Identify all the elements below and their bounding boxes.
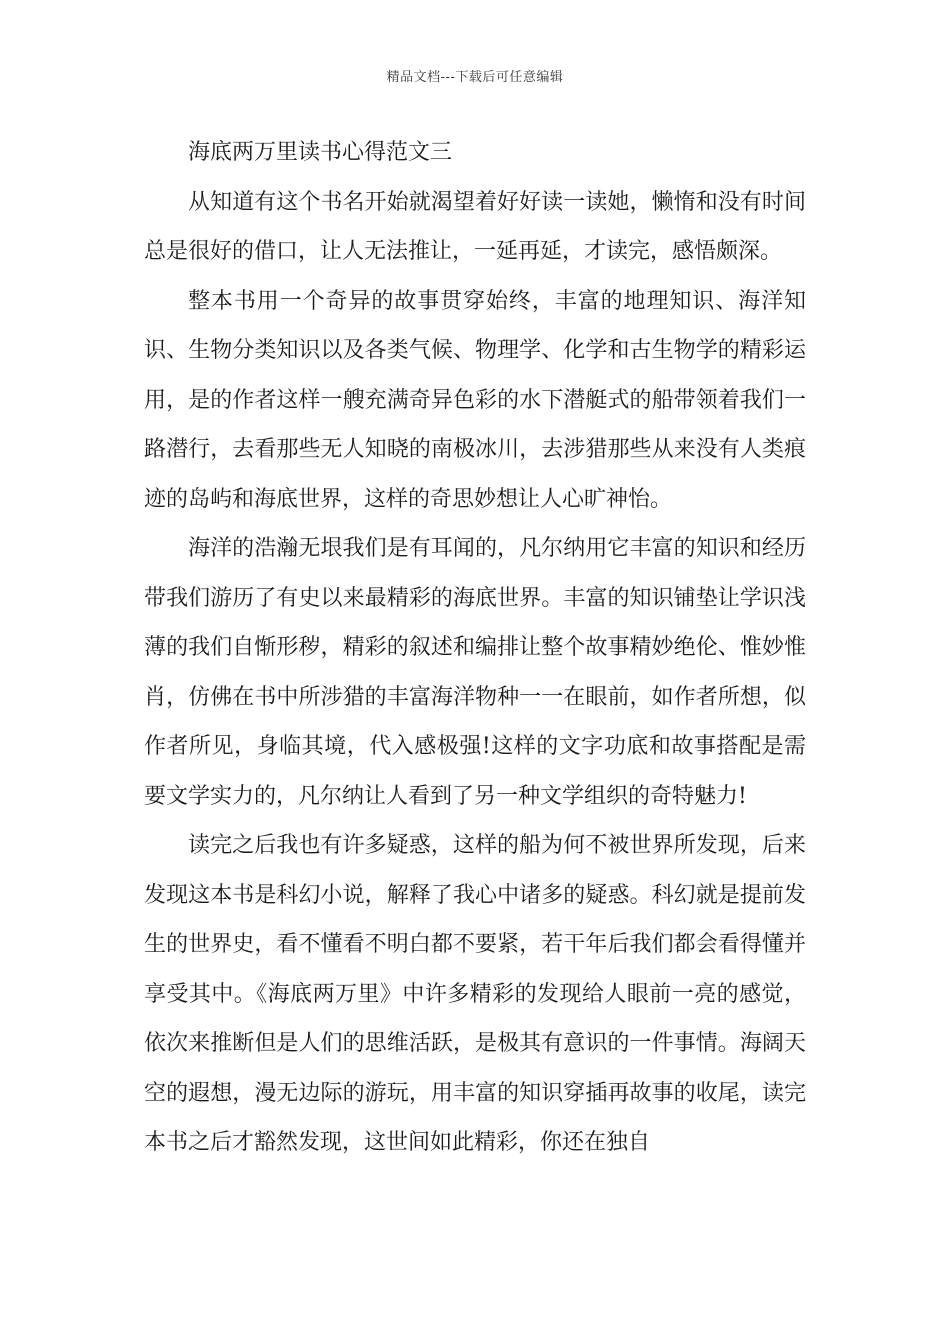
paragraph: 读完之后我也有许多疑惑，这样的船为何不被世界所发现，后来发现这本书是科幻小说，解释了我心中诸多的疑惑。科幻就是提前发生的世界史，看不懂看不明白都不要紧，若干年后我们都会看得懂并享受其中。《海底两万里》中许多精彩的发现给人眼前一亮的感觉，依次来推断但是人们的思维活跃，是极其有意识的一件事情。海阔天空的遐想，漫无边际的游玩，用丰富的知识穿插再故事的收尾，读完本书之后才豁然发现，这世间如此精彩，你还在独自 <box>144 833 806 1155</box>
paragraph: 从知道有这个书名开始就渴望着好好读一读她，懒惰和没有时间总是很好的借口，让人无法推让，一延再延，才读完，感悟颇深。 <box>144 189 806 264</box>
document-title: 海底两万里读书心得范文三 <box>188 140 453 165</box>
document-body <box>144 128 806 1168</box>
page-header: 精品文档---下载后可任意编辑 <box>386 70 564 85</box>
paragraph: 海洋的浩瀚无垠我们是有耳闻的，凡尔纳用它丰富的知识和经历带我们游历了有史以来最精彩的海底世界。丰富的知识铺垫让学识浅薄的我们自惭形秽，精彩的叙述和编排让整个故事精妙绝伦、惟妙惟肖，仿佛在书中所涉猎的丰富海洋物种一一在眼前，如作者所想，似作者所见，身临其境，代入感极强!这样的文字功底和故事搭配是需要文学实力的，凡尔纳让人看到了另一种文学组织的奇特魅力! <box>144 536 806 809</box>
paragraph: 整本书用一个奇异的故事贯穿始终，丰富的地理知识、海洋知识、生物分类知识以及各类气候、物理学、化学和古生物学的精彩运用，是的作者这样一艘充满奇异色彩的水下潜艇式的船带领着我们一路潜行，去看那些无人知晓的南极冰川，去涉猎那些从来没有人类痕迹的岛屿和海底世界，这样的奇思妙想让人心旷神怡。 <box>144 288 806 512</box>
